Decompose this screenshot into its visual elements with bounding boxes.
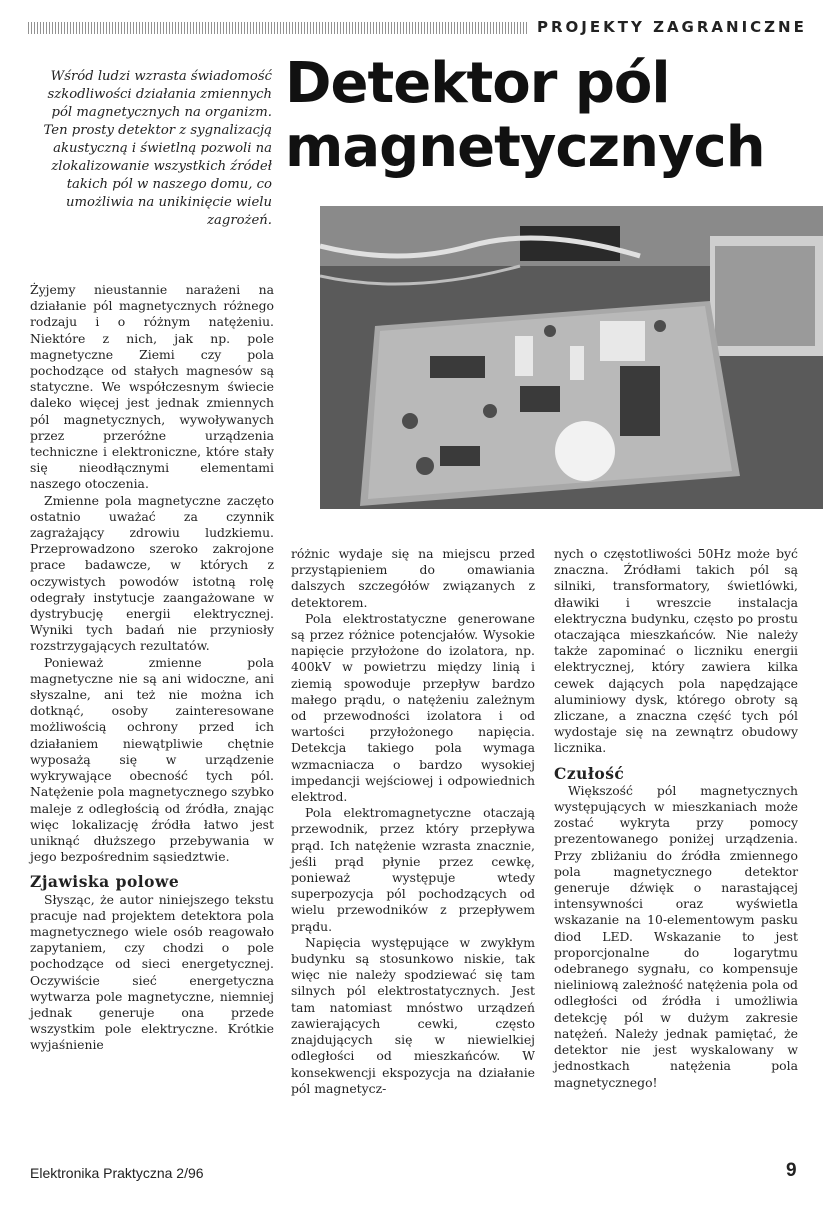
paragraph: Napięcia występujące w zwykłym budynku są stosunkowo niskie, tak więc nie należy spodziewać się tam silnych pól elektrostatycznych. Jest tam natomiast mnóstwo urządzeń zawierających cewki, często znajdujących się w niewielkiej odległości od mieszkańców. W konsekwencji ekspozycja na działanie pól magnetycz- (291, 934, 535, 1096)
paragraph: nych o częstotliwości 50Hz może być znaczna. Źródłami takich pól są silniki, transformatory, świetlówki, dławiki i wreszcie instalacja elektryczna budynku, często po prostu otaczająca mieszkańców. Nie należy także zapominać o liczniku energii elektrycznej, który zawiera kilka cewek dających pola napędzające aluminiowy dysk, którego obroty są zliczane, a znaczna część tych pól wydostaje się na zewnątrz obudowy licznika. (554, 546, 798, 756)
paragraph: różnic wydaje się na miejscu przed przystąpieniem do omawiania dalszych szczegółów związanych z detektorem. (291, 546, 535, 610)
page-number: 9 (786, 1160, 797, 1181)
column-2 (291, 546, 535, 1097)
section-label: PROJEKTY ZAGRANICZNE (537, 18, 807, 36)
paragraph: Pola elektromagnetyczne otaczają przewodnik, przez który przepływa prąd. Ich natężenie wzrasta znacznie, jeśli prąd płynie przez cewkę, ponieważ występuje wtedy superpozycja pól pochodzących od wielu przewodników z przepływem prądu. (291, 805, 535, 934)
circuit-board-photo (320, 206, 823, 509)
paragraph: Większość pól magnetycznych występujących w mieszkaniach może zostać wykryta przy pomocy prezentowanego poniżej urządzenia. Przy zbliżaniu do źródła zmiennego pola magnetycznego detektor generuje dźwięk o narastającej intensywności oraz wyświetla wskazanie na 10-elementowym pasku diod LED. Wskazanie to jest proporcjonalne do logarytmu odebranego sygnału, co kompensuje nieliniową zależność natężenia pola od odległości od źródła i umożliwia detekcję pól w dużym zakresie natężeń. Należy jednak pamiętać, że detektor nie jest wyskalowany w jednostkach natężenia pola magnetycznego! (554, 782, 798, 1090)
column-3 (554, 546, 798, 1091)
paragraph: Żyjemy nieustannie narażeni na działanie pól magnetycznych różnego rodzaju i o różnym natężeniu. Niektóre z nich, jak np. pole magnetyczne Ziemi czy pola pochodzące od stałych magnesów są statyczne. We współczesnym świecie daleko więcej jest jednak zmiennych pól magnetycznych, wywoływanych przez przeróżne urządzenia techniczne i elektroniczne, które stały się nieodłącznymi elementami naszego otoczenia. (30, 282, 274, 492)
paragraph: Słysząc, że autor niniejszego tekstu pracuje nad projektem detektora pola magnetycznego wiele osób reagowało zapytaniem, czy chodzi o pole pochodzące od sieci energetycznej. Oczywiście sieć energetyczna wytwarza pole magnetyczne, niemniej jednak generuje ona przede wszystkim pole elektryczne. Krótkie wyjaśnienie (30, 891, 274, 1053)
paragraph: Ponieważ zmienne pola magnetyczne nie są ani widoczne, ani słyszalne, ani też nie można ich dotknąć, osoby zainteresowane możliwością ochrony przed ich działaniem niewątpliwie chętnie wyposażą się w urządzenie wykrywające obecność tych pól. Natężenie pola magnetycznego szybko maleje z odległością od źródła, znając więc lokalizację źródła łatwo jest uniknąć dłuższego przebywania w jego bezpośrednim sąsiedztwie. (30, 654, 274, 865)
article-title: Detektor pól magnetycznych (285, 51, 765, 180)
header-rule (28, 22, 528, 34)
section-heading: Czułość (554, 763, 625, 783)
paragraph: Zmienne pola magnetyczne zaczęto ostatnio uważać za czynnik zagrażający zdrowiu ludzkiemu. Przeprowadzono szeroko zakrojone prace badawcze, w których z oczywistych powodów istotną rolę odegrały instytucje zaangażowane w dystrybucję energii elektrycznej. Wyniki tych badań nie przyniosły rozstrzygających rezultatów. (30, 492, 274, 654)
lead-paragraph: Wśród ludzi wzrasta świadomość szkodliwości działania zmiennych pól magnetycznych na organizm. Ten prosty detektor z sygnalizacją akustyczną i świetlną pozwoli na zlokalizowanie wszystkich źródeł takich pól w naszego domu, co umożliwia na unikinięcie wielu zagrożeń. (43, 69, 272, 228)
paragraph: Pola elektrostatyczne generowane są przez różnice potencjałów. Wysokie napięcie przyłożone do izolatora, np. 400kV w powietrzu między linią i ziemią spowoduje przepływ bardzo małego prądu, o natężeniu zależnym od przewodności izolatora i od wartości przyłożonego napięcia. Detekcja takiego pola wymaga wzmacniacza o bardzo wysokiej impedancji wejściowej i odpowiednich elektrod. (291, 610, 535, 805)
section-heading: Zjawiska polowe (30, 872, 180, 892)
column-1 (30, 282, 274, 1054)
magazine-name: Elektronika Praktyczna 2/96 (30, 1165, 204, 1181)
